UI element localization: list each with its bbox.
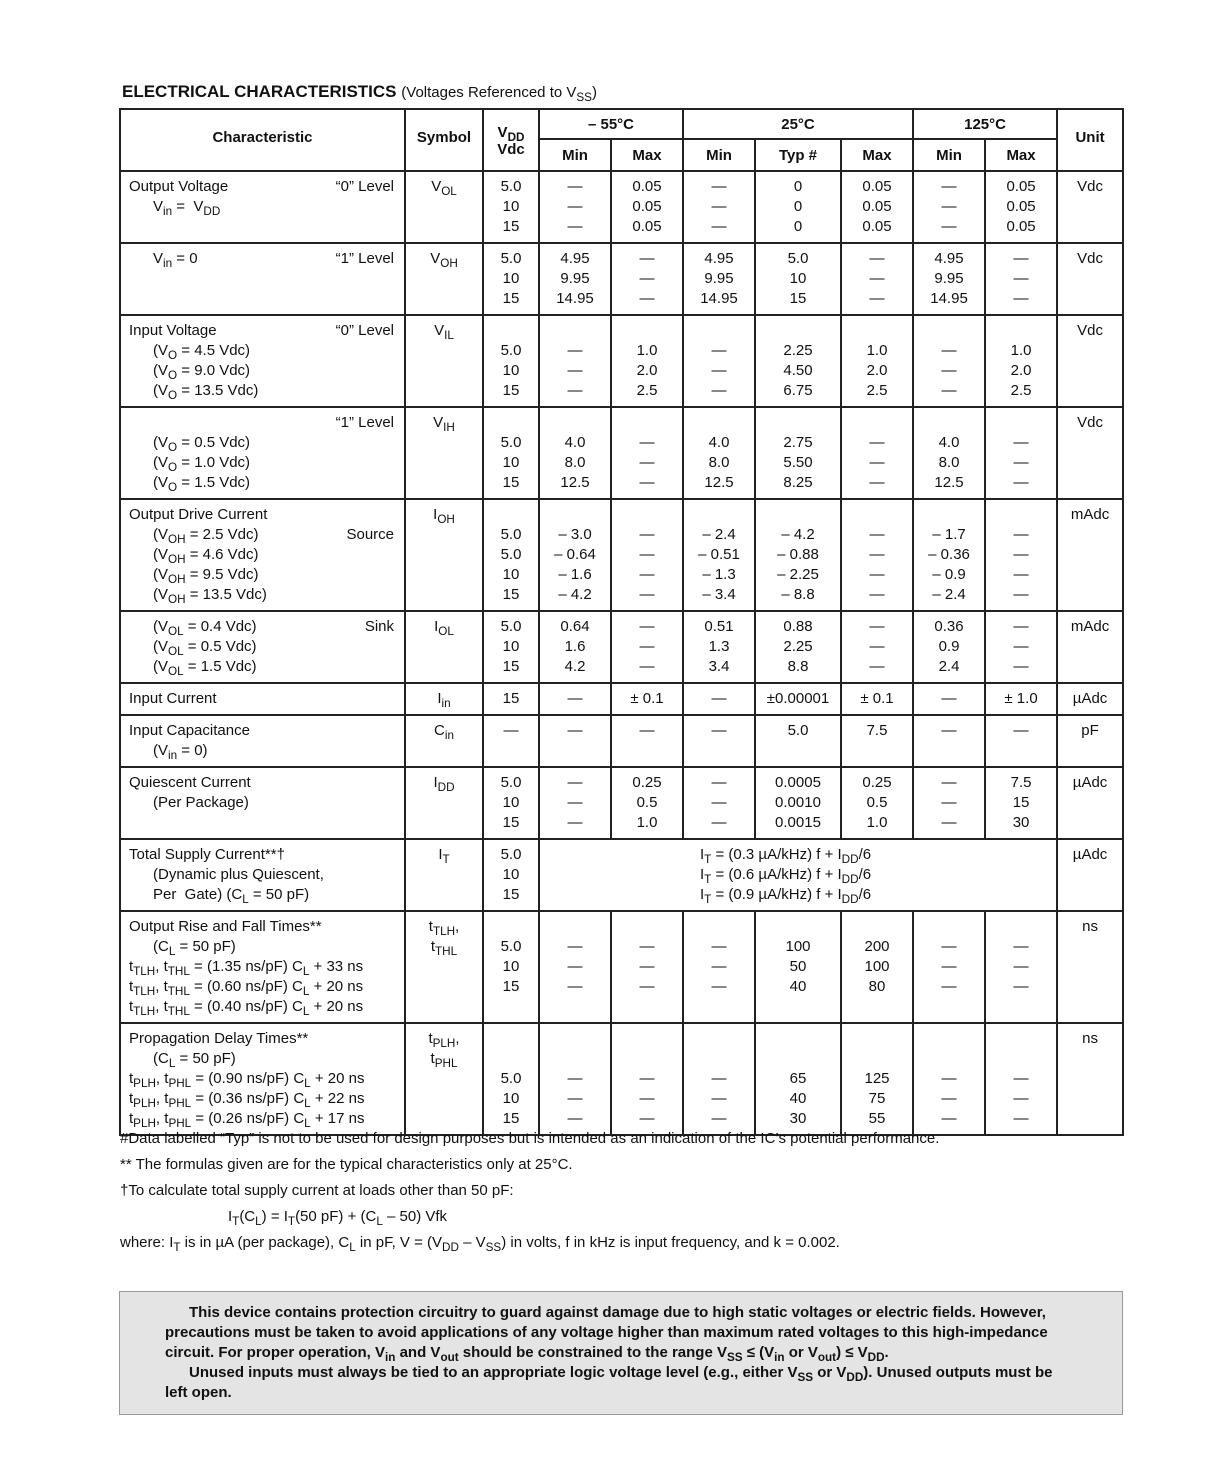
table-row: Quiescent Current (Per Package) $I_{DD}$ 5.0 10 15 — — — 0.25 0.5 1.0 — — — 0.0005 0.0010 0.0015 0.25 0.5 1.0 — — — 7.5 15 30 µAdc [120,767,1123,839]
header-temp-125: 125°C [913,109,1057,139]
header-unit: Unit [1057,109,1123,171]
header-symbol: Symbol [405,109,483,171]
table-row: Output Drive Current ($V_{OH} = 2.5$ Vdc) Source ($V_{OH} = 4.6$ Vdc) ($V_{OH} = 9.5$ Vdc) ($V_{OH} = 13.5$ Vdc) $I_{OH}$ 5.0 5.0 10 15 – 3.0 – 0.64 – 1.6 – 4.2 — — — — – 2.4 – 0.51 – 1.3 – 3.4 – 4.2 – 0.88 – 2.25 – 8.8 — — — — – 1.7 – 0.36 – 0.9 – 2.4 — — — — mAdc [120,499,1123,611]
header-typ: Typ # [755,139,841,171]
header-temp-25: 25°C [683,109,913,139]
header-min: Min [683,139,755,171]
caution-paragraph-2: Unused inputs must always be tied to an appropriate logic voltage level (e.g., either $V_{SS}$ or $V_{DD}$). Unused outputs must be left open. [165,1364,1053,1401]
table-row: Output Voltage “0” Level $V_{in} = V_{DD}$ $V_{OL}$ 5.0 10 15 — — — 0.05 0.05 0.05 — — — 0 0 0 0.05 0.05 0.05 — — — 0.05 0.05 0.05 Vdc [120,171,1123,243]
table-row: ($V_{OL} = 0.4$ Vdc) Sink ($V_{OL} = 0.5$ Vdc) ($V_{OL} = 1.5$ Vdc) $I_{OL}$ 5.0 10 15 0.64 1.6 4.2 — — — 0.51 1.3 3.4 0.88 2.25 8.8 — — — 0.36 0.9 2.4 — — — mAdc [120,611,1123,683]
table-row: “1” Level ($V_O = 0.5$ Vdc) ($V_O = 1.0$ Vdc) ($V_O = 1.5$ Vdc) $V_{IH}$ 5.0 10 15 4.0 8.0 12.5 — — — 4.0 8.0 12.5 2.75 5.50 8.25 — — — 4.0 8.0 12.5 — — — Vdc [120,407,1123,499]
header-max: Max [841,139,913,171]
table-row: Input Voltage “0” Level ($V_O = 4.5$ Vdc) ($V_O = 9.0$ Vdc) ($V_O = 13.5$ Vdc) $V_{IL}$ 5.0 10 15 — — — 1.0 2.0 2.5 — — — 2.25 4.50 6.75 1.0 2.0 2.5 — — — 1.0 2.0 2.5 Vdc [120,315,1123,407]
header-vdd: $V_{DD}$ Vdc [483,109,539,171]
esd-caution-box [119,1291,1123,1415]
footnote-typ: #Data labelled “Typ” is not to be used for design purposes but is intended as an indication of the IC’s potential performance. [120,1130,940,1147]
header-characteristic: Characteristic [120,109,405,171]
header-max: Max [985,139,1057,171]
title-subtitle: (Voltages Referenced to $V_{SS}$) [401,84,597,105]
header-min: Min [539,139,611,171]
footnotes [120,1128,1120,1258]
footnote-total-supply: †To calculate total supply current at loads other than 50 pF: [120,1182,514,1199]
header-temp-minus55: – 55°C [539,109,683,139]
table-row: Output Rise and Fall Times** ($C_L = 50$ pF) $t_{TLH}$, $t_{THL} = (1.35$ ns/pF) $C_L + 33$ ns $t_{TLH}$, $t_{THL} = (0.60$ ns/pF) $C_L + 20$ ns $t_{TLH}$, $t_{THL} = (0.40$ ns/pF) $C_L + 20$ ns $t_{TLH}$, $t_{THL}$ 5.0 10 15 — — — — — — — — — 100 50 40 200 100 80 — — — — — — ns [120,911,1123,1023]
footnote-formulas: ** The formulas given are for the typical characteristics only at 25°C. [120,1156,573,1173]
table-row: Input Current $I_{in}$ 15 — ± 0.1 — ±0.00001 ± 0.1 — ± 1.0 µAdc [120,683,1123,715]
electrical-characteristics-table [119,108,1124,1136]
table-row: Input Capacitance $(V_{in} = 0)$ $C_{in}$ — — — — 5.0 7.5 — — pF [120,715,1123,767]
table-row: $V_{in} = 0$ “1” Level $V_{OH}$ 5.0 10 15 4.95 9.95 14.95 — — — 4.95 9.95 14.95 5.0 10 15 — — — 4.95 9.95 14.95 — — — Vdc [120,243,1123,315]
footnote-equation: $I_T(C_L) = I_T(50$ $pF) + (C_L - 50)$ Vfk [228,1208,448,1229]
caution-paragraph-1: This device contains protection circuitry to guard against damage due to high static voltages or electric fields. However, precautions must be taken to avoid applications of any voltage higher than maximum rated voltages to this high-impedance circuit. For proper operation, $V_{in}$ and $V_{out}$ should be constrained to the range $V_{SS} \le (V_{in}$ or $V_{out}) \le V_{DD}$. [165,1304,1048,1365]
table-row: Propagation Delay Times** ($C_L = 50$ pF) $t_{PLH}$, $t_{PHL} = (0.90$ ns/pF) $C_L + 20$ ns $t_{PLH}$, $t_{PHL} = (0.36$ ns/pF) $C_L + 22$ ns $t_{PLH}$, $t_{PHL} = (0.26$ ns/pF) $C_L + 17$ ns $t_{PLH}$, $t_{PHL}$ 5.0 10 15 — — — — — — — — — 65 40 30 125 75 55 — — — — — — ns [120,1023,1123,1135]
footnote-where: where: $I_T$ is in µA (per package), $C_L$ in pF, $V = (V_{DD} - V_{SS})$ in volts, f in kHz is input frequency, and k = 0.002. [120,1234,840,1255]
header-min: Min [913,139,985,171]
header-max: Max [611,139,683,171]
table-row: Total Supply Current**† (Dynamic plus Quiescent, Per Gate) ($C_L = 50$ pF) $I_T$ 5.0 10 15 $I_T = (0.3$ µA/kHz) $f + I_{DD}/6$ $I_T = (0.6$ µA/kHz) $f + I_{DD}/6$ $I_T = (0.9$ µA/kHz) $f + I_{DD}/6$ µAdc [120,839,1123,911]
section-title: ELECTRICAL CHARACTERISTICS (Voltages Referenced to $V_{SS}$) [122,82,597,105]
